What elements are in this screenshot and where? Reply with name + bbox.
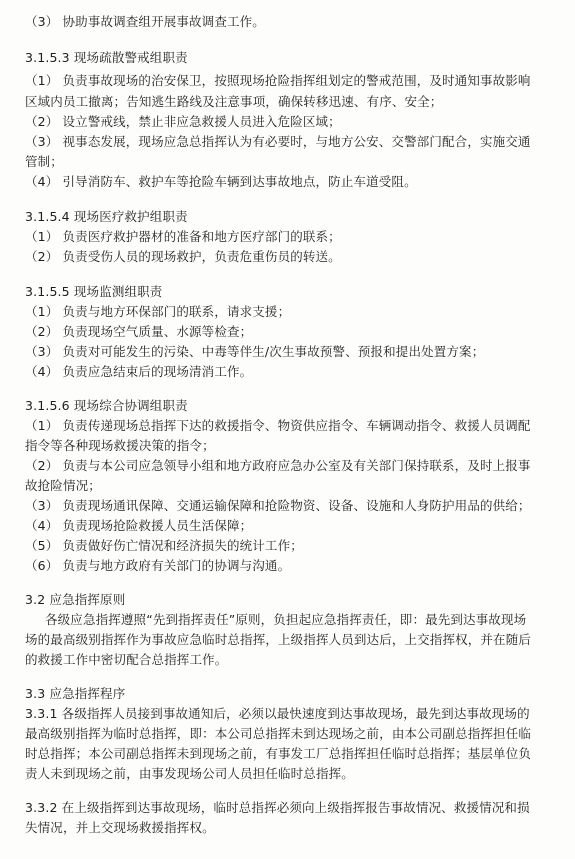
section-heading: 3.1.5.3 现场疏散警戒组职责 [25,50,188,65]
list-item: （3） 负责现场通讯保障、交通运输保障和抢险物资、设备、设施和人身防护用品的供给； [25,498,531,513]
list-item: （2） 负责与本公司应急领导小组和地方政府应急办公室及有关部门保持联系，及时上报事 [25,458,531,473]
list-item: （3） 协助事故调查组开展事故调查工作。 [25,14,265,29]
list-item: （3） 负责对可能发生的污染、中毒等伴生/次生事故预警、预报和提出处置方案； [25,344,485,359]
list-item: （1） 负责传递现场总指挥下达的救援指令、物资供应指令、车辆调动指令、救援人员调配 [25,418,531,433]
section-heading: 3.1.5.6 现场综合协调组职责 [25,398,188,413]
list-item: 故抢险情况； [25,478,101,493]
section-heading: 3.1.5.5 现场监测组职责 [25,284,163,299]
section-heading: 3.2 应急指挥原则 [25,592,126,607]
paragraph-line: 场的最高级别指挥作为事故应急临时总指挥，上级指挥人员到达后，上交指挥权，并在随后 [25,632,532,647]
list-item: 指令等各种现场救援决策的指令； [25,438,215,453]
list-item: （6） 负责与地方政府有关部门的协调与沟通。 [25,558,291,573]
list-item: 管制； [25,154,63,169]
list-item: （1） 负责与地方环保部门的联系，请求支援； [25,304,291,319]
list-item: （1） 负责医疗救护器材的准备和地方医疗部门的联系； [25,229,341,244]
paragraph-line: 3.3.1 各级指挥人员接到事故通知后，必须以最快速度到达事故现场，最先到达事故现场的 [25,706,530,721]
list-item: （5） 负责做好伤亡情况和经济损失的统计工作； [25,538,303,553]
list-item: （3） 视事态发展，现场应急总指挥认为有必要时，与地方公安、交警部门配合，实施交通 [25,134,531,149]
section-heading: 3.3 应急指挥程序 [25,686,126,701]
list-item: （2） 设立警戒线，禁止非应急救援人员进入危险区域； [25,114,341,129]
paragraph-line: 时总指挥；本公司副总指挥未到现场之前，有事发工厂总指挥担任临时总指挥；基层单位负 [25,746,532,761]
section-heading: 3.1.5.4 现场医疗救护组职责 [25,209,188,224]
paragraph-line: 责人未到现场之前，由事发现场公司人员担任临时总指挥。 [25,766,354,781]
list-item: （1） 负责事故现场的治安保卫，按照现场抢险指挥组划定的警戒范围，及时通知事故影响 [25,73,531,88]
paragraph-line: 最高级别指挥为临时总指挥，即：本公司总指挥未到达现场之前，由本公司副总指挥担任临 [25,726,532,741]
list-item: 区域内员工撤离；告知逃生路线及注意事项，确保转移迅速、有序、安全； [25,94,443,109]
paragraph-line: 失情况，并上交现场救援指挥权。 [25,820,215,835]
list-item: （4） 引导消防车、救护车等抢险车辆到达事故地点，防止车道受阻。 [25,174,417,189]
list-item: （4） 负责现场抢险救援人员生活保障； [25,518,253,533]
paragraph-line: 的救援工作中密切配合总指挥工作。 [25,652,228,667]
list-item: （4） 负责应急结束后的现场清消工作。 [25,364,253,379]
list-item: （2） 负责受伤人员的现场救护，负责危重伤员的转送。 [25,249,341,264]
paragraph-line: 各级应急指挥遵照“先到指挥责任”原则，负担起应急指挥责任，即：最先到达事故现场 [45,612,527,627]
list-item: （2） 负责现场空气质量、水源等检查； [25,324,253,339]
paragraph-line: 3.3.2 在上级指挥到达事故现场，临时总指挥必须向上级指挥报告事故情况、救援情况和损 [25,800,530,815]
